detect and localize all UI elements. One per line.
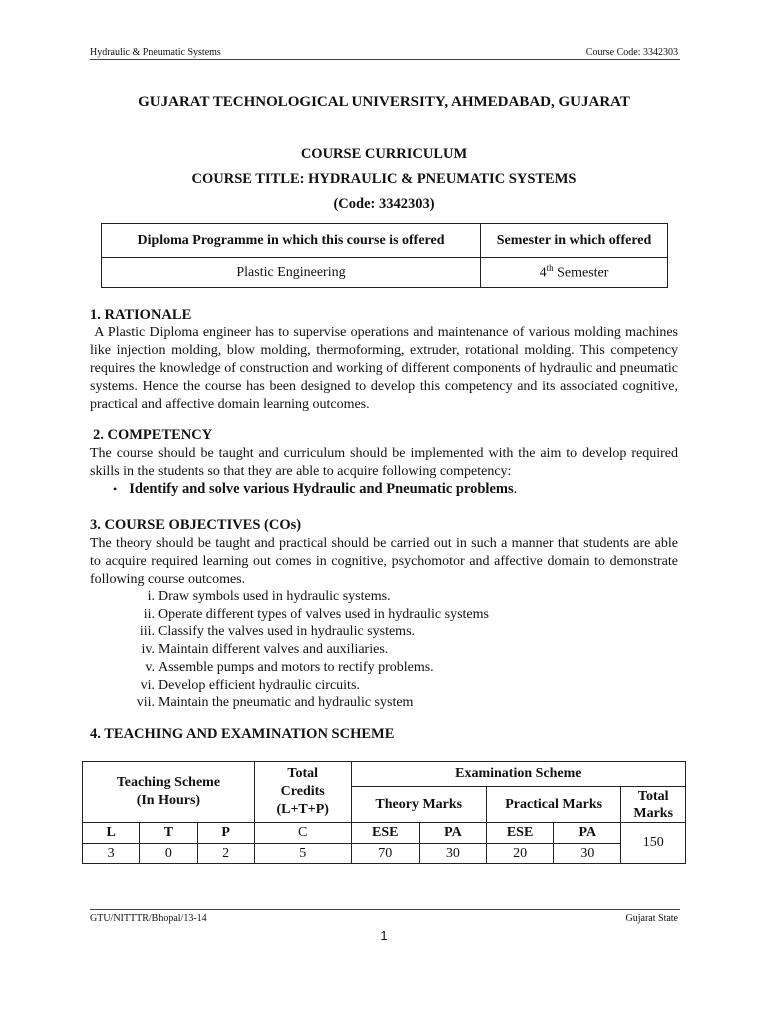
col-P: P [197, 823, 254, 844]
scheme-table [82, 761, 686, 864]
col-C: C [254, 823, 351, 844]
objective-item: iv. Maintain different valves and auxiliaries. [141, 642, 389, 658]
competency-bullet: • Identify and solve various Hydraulic and Pneumatic problems. [113, 481, 518, 497]
value-C: 5 [254, 844, 351, 864]
theory-marks-header: Theory Marks [351, 787, 486, 823]
footer-right: Gujarat State [625, 913, 678, 924]
objective-item: vii. Maintain the pneumatic and hydraulic system [136, 695, 414, 711]
objectives-heading: 3. COURSE OBJECTIVES (COs) [90, 517, 302, 533]
header-rule [90, 59, 680, 60]
rationale-text: A Plastic Diploma engineer has to supervise operations and maintenance of various molding machines like injection molding, blow molding, thermoforming, extruder, rotational molding. This competency requires the knowledge of construction and working of different components of hydraulic and pneumatic systems. Hence the course has been designed to develop this competency and its associated cognitive, practical and affective domain learning outcomes. [90, 325, 682, 412]
objective-item: v. Assemble pumps and motors to rectify problems. [145, 659, 434, 675]
competency-text: The course should be taught and curriculum should be implemented with the aim to develop required skills in the students so that they are able to acquire following competency: [90, 446, 678, 479]
course-title: COURSE TITLE: HYDRAULIC & PNEUMATIC SYSTEMS [191, 171, 577, 187]
teaching-scheme-header: Teaching Scheme (In Hours) [83, 762, 255, 823]
rationale-heading: 1. RATIONALE [90, 307, 192, 323]
value-practical-ese: 20 [486, 844, 553, 864]
value-practical-pa: 30 [554, 844, 621, 864]
objectives-text: The theory should be taught and practical should be carried out in such a manner that students are able to acquire required learning out comes in cognitive, psychomotor and affective domain to demonstrate following course outcomes. [90, 536, 678, 587]
value-L: 3 [83, 844, 140, 864]
total-credits-header: Total Credits (L+T+P) [254, 762, 351, 823]
value-T: 0 [140, 844, 197, 864]
scheme-heading: 4. TEACHING AND EXAMINATION SCHEME [90, 726, 395, 742]
total-marks-header: Total Marks [621, 787, 686, 823]
objective-item: ii. Operate different types of valves used in hydraulic systems [143, 606, 489, 622]
footer-left: GTU/NITTTR/Bhopal/13-14 [90, 913, 207, 924]
objective-item: iii. Classify the valves used in hydraulic systems. [139, 624, 416, 640]
objectives-list [128, 588, 489, 712]
university-name: GUJARAT TECHNOLOGICAL UNIVERSITY, AHMEDABAD, GUJARAT [138, 94, 630, 110]
course-code: (Code: 3342303) [333, 196, 435, 212]
offer-col-programme-header: Diploma Programme in which this course is offered [102, 224, 481, 258]
value-theory-ese: 70 [351, 844, 419, 864]
offer-table [101, 223, 668, 288]
page-number: 1 [380, 928, 388, 943]
curriculum-title: COURSE CURRICULUM [300, 146, 468, 162]
objective-item: i. Draw symbols used in hydraulic systems. [147, 589, 391, 604]
col-T: T [140, 823, 197, 844]
competency-heading: 2. COMPETENCY [93, 427, 213, 443]
offer-programme: Plastic Engineering [102, 258, 481, 288]
running-header-title: Hydraulic & Pneumatic Systems [90, 47, 221, 58]
col-theory-ese: ESE [351, 823, 419, 844]
value-theory-pa: 30 [419, 844, 486, 864]
col-theory-pa: PA [419, 823, 486, 844]
col-practical-pa: PA [554, 823, 621, 844]
offer-semester: 4th Semester [481, 258, 668, 288]
total-marks-value: 150 [621, 823, 686, 864]
exam-scheme-header: Examination Scheme [351, 762, 685, 787]
objective-item: vi. Develop efficient hydraulic circuits. [140, 677, 360, 693]
practical-marks-header: Practical Marks [486, 787, 620, 823]
col-practical-ese: ESE [486, 823, 553, 844]
value-P: 2 [197, 844, 254, 864]
running-header-code: Course Code: 3342303 [585, 47, 678, 58]
offer-col-semester-header: Semester in which offered [481, 224, 668, 258]
col-L: L [83, 823, 140, 844]
footer-rule [90, 909, 680, 910]
